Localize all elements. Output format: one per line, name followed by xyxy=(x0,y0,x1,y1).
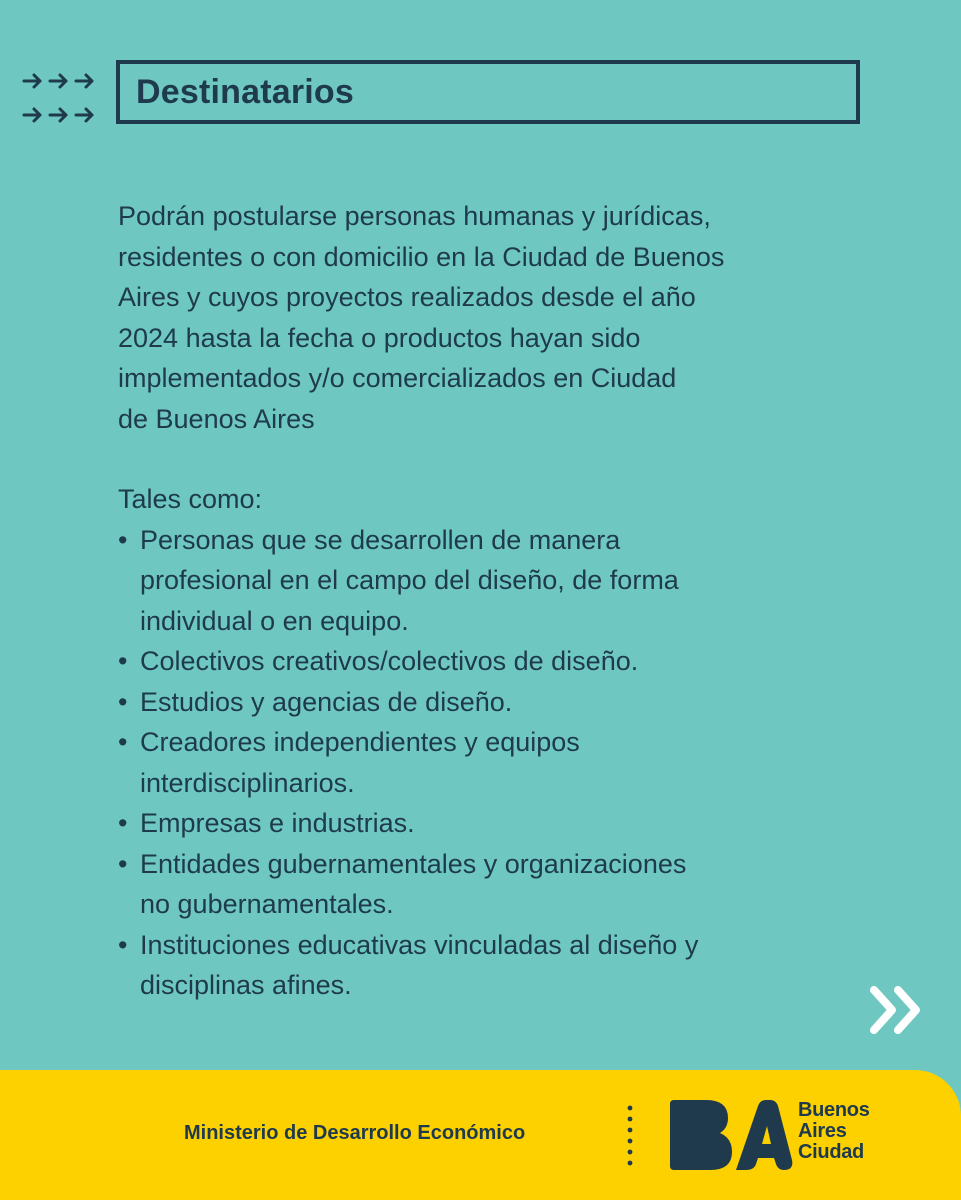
logo-line: Ciudad xyxy=(798,1141,864,1163)
list-item-text: Colectivos creativos/colectivos de diseño. xyxy=(140,646,639,676)
bullet: • xyxy=(118,727,128,757)
list-item-text: Estudios y agencias de diseño. xyxy=(140,686,513,717)
ministry-name: Ministerio de Desarrollo Económico xyxy=(184,1122,526,1144)
list-item xyxy=(118,803,898,844)
list-item-text: Instituciones educativas vinculadas al diseño y disciplinas afines. xyxy=(140,929,699,1000)
bullet: • xyxy=(118,686,128,717)
bullet: • xyxy=(118,524,128,555)
list-item-text: Empresas e industrias. xyxy=(140,808,415,838)
recipients-list xyxy=(118,520,898,1006)
list-item xyxy=(118,641,898,682)
list-item xyxy=(118,520,898,642)
list-item-text: Entidades gubernamentales y organizaciones no gubernamentales. xyxy=(140,848,687,919)
bullet: • xyxy=(118,808,128,838)
list-item-text: Creadores independientes y equipos interdisciplinarios. xyxy=(140,727,580,798)
ba-logo-mark xyxy=(666,1096,794,1174)
intro-paragraph: Podrán postularse personas humanas y jurídicas, residentes o con domicilio en la Ciudad de Buenos Aires y cuyos proyectos realizados desde el año 2024 hasta la fecha o productos hayan sido implementados y/o comercializados en Ciudad de Buenos Aires xyxy=(118,201,725,434)
logo-wordmark xyxy=(798,1100,870,1163)
list-item xyxy=(118,722,898,803)
list-item xyxy=(118,682,898,723)
title-box xyxy=(116,60,860,124)
double-chevron-right-icon[interactable] xyxy=(866,984,926,1036)
logo-line: Buenos xyxy=(798,1099,870,1121)
bullet: • xyxy=(118,929,128,960)
logo-line: Aires xyxy=(798,1120,847,1142)
dotted-divider xyxy=(626,1104,634,1168)
list-item xyxy=(118,844,898,925)
bullet: • xyxy=(118,646,128,676)
bullet: • xyxy=(118,848,128,879)
main-content xyxy=(118,196,898,1006)
list-item-text: Personas que se desarrollen de manera profesional en el campo del diseño, de forma individual o en equipo. xyxy=(140,524,679,636)
list-item xyxy=(118,925,898,1006)
page-title: Destinatarios xyxy=(136,72,355,111)
arrow-right-icon xyxy=(22,70,102,130)
list-intro: Tales como: xyxy=(118,484,263,514)
